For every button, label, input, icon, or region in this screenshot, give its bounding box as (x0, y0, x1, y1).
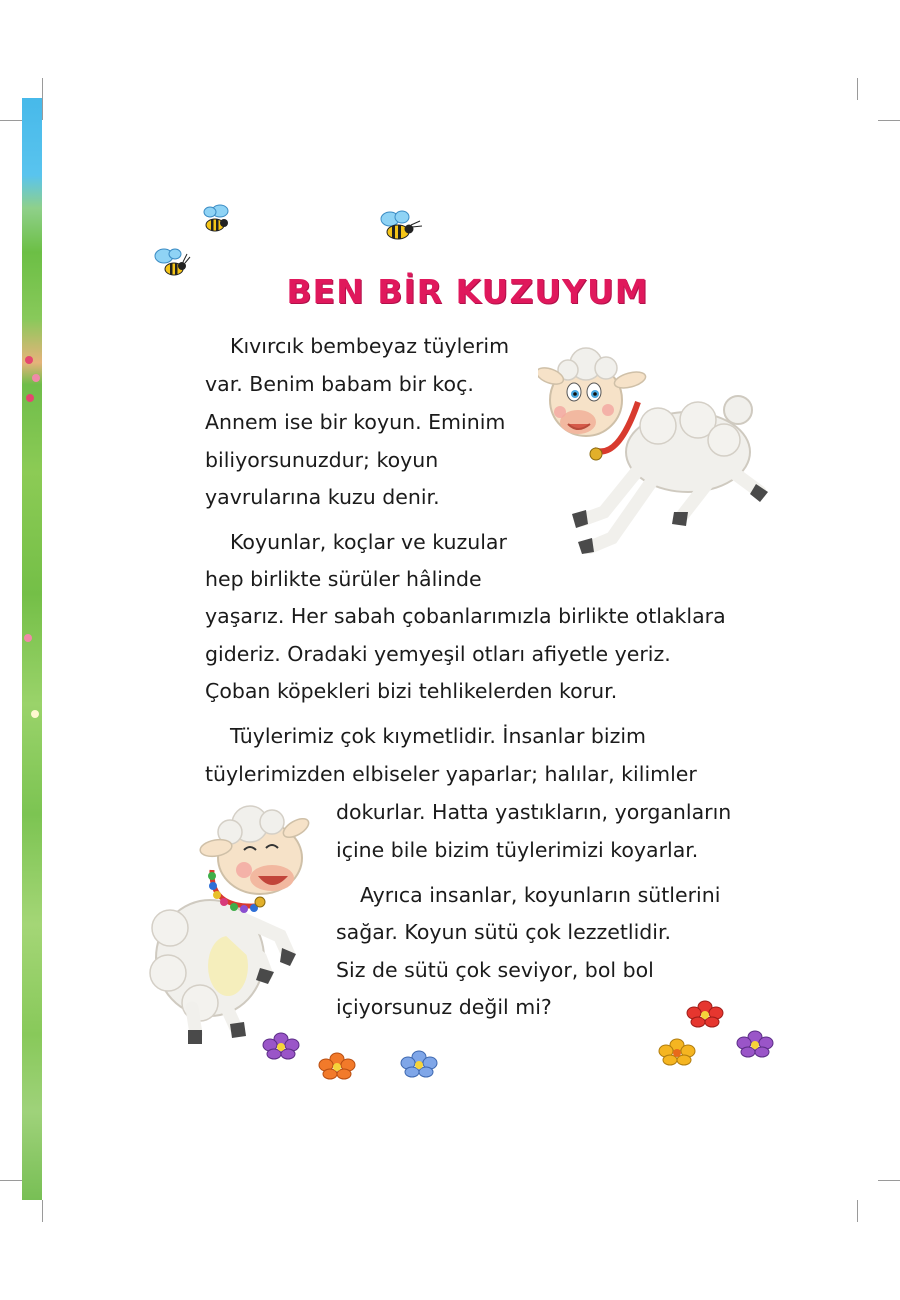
text-line: hep birlikte sürüler hâlinde (205, 567, 482, 591)
crop-mark (878, 1180, 900, 1181)
flower-icon (24, 634, 32, 642)
text-line: Tüylerimiz çok kıymetlidir. İnsanlar bizim (230, 724, 647, 748)
crop-mark (878, 120, 900, 121)
crop-mark (857, 78, 858, 100)
flower-icon (31, 710, 39, 718)
text-line: gideriz. Oradaki yemyeşil otları afiyetle yeriz. (205, 642, 671, 666)
flower-icon (400, 1050, 438, 1078)
flower-icon (262, 1032, 300, 1060)
crop-mark (42, 78, 43, 120)
text-line: sağar. Koyun sütü çok lezzetlidir. (336, 920, 672, 944)
crop-mark (0, 1180, 22, 1181)
text-line: Ayrıca insanlar, koyunların sütlerini (360, 883, 721, 907)
flower-icon (26, 394, 34, 402)
flower-icon (25, 356, 33, 364)
text-line: dokurlar. Hatta yastıkların, yorganların (336, 800, 732, 824)
flower-icon (686, 1000, 724, 1028)
flower-icon (658, 1038, 696, 1066)
text-line: Annem ise bir koyun. Eminim (205, 410, 506, 434)
meadow-border-strip (22, 98, 42, 1200)
text-line: tüylerimizden elbiseler yaparlar; halılar, kilimler (205, 762, 697, 786)
crop-mark (42, 1200, 43, 1222)
text-line: biliyorsunuzdur; koyun (205, 448, 439, 472)
text-line: Siz de sütü çok seviyor, bol bol (336, 958, 654, 982)
lamb-illustration (538, 342, 770, 554)
crop-mark (0, 120, 22, 121)
text-line: yaşarız. Her sabah çobanlarımızla birlikte otlaklara (205, 604, 726, 628)
text-line: yavrularına kuzu denir. (205, 485, 440, 509)
page-title: BEN BİR KUZUYUM (286, 272, 649, 311)
text-line: Koyunlar, koçlar ve kuzular (230, 530, 507, 554)
crop-mark (857, 1200, 858, 1222)
laughing-lamb-illustration (140, 798, 310, 1048)
bee-icon (376, 207, 426, 243)
flower-icon (736, 1030, 774, 1058)
text-line: Kıvırcık bembeyaz tüylerim (230, 334, 510, 358)
text-line: var. Benim babam bir koç. (205, 372, 474, 396)
flower-icon (318, 1052, 356, 1080)
text-line: Çoban köpekleri bizi tehlikelerden korur. (205, 679, 618, 703)
text-line: içiyorsunuz değil mi? (336, 995, 552, 1019)
flower-icon (32, 374, 40, 382)
text-line: içine bile bizim tüylerimizi koyarlar. (336, 838, 699, 862)
bee-icon (198, 201, 238, 237)
